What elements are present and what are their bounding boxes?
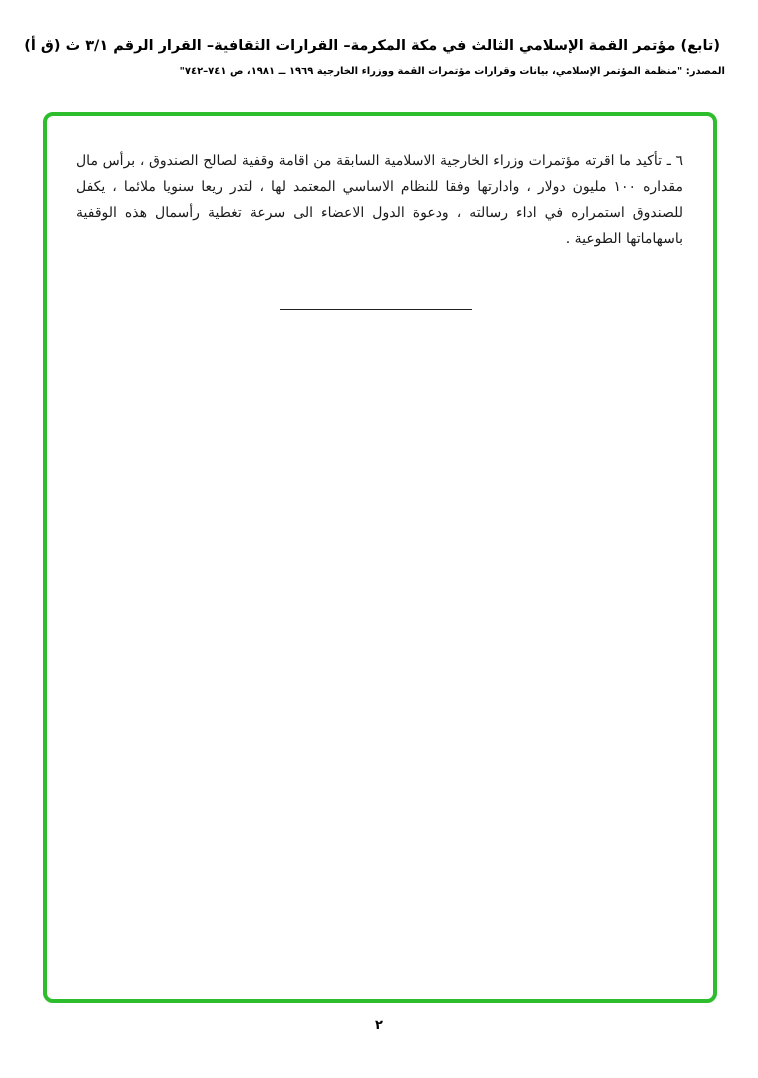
page-number: ٢ <box>375 1018 383 1033</box>
document-title: (تابع) مؤتمر القمة الإسلامي الثالث في مكة المكرمة– القرارات الثقافية– القرار الرقم ٣/١ ث (ق أ) <box>24 38 720 54</box>
source-citation: المصدر: "منظمة المؤتمر الإسلامي، بيانات وقرارات مؤتمرات القمة ووزراء الخارجية ١٩٦٩ ــ ١٩٨١، ص ٧٤١–٧٤٢" <box>179 66 725 77</box>
resolution-paragraph: ٦ ـ تأكيد ما اقرته مؤتمرات وزراء الخارجية الاسلامية السابقة من اقامة وقفية لصالح الصندوق ، برأس مال مقداره ١٠٠ مليون دولار ، وادارتها وفقا للنظام الاساسي المعتمد لها ، لتدر ريعا سنويا ملائما ، يكفل للصندوق استمراره في اداء رسالته ، ودعوة الدول الاعضاء الى سرعة تغطية رأسمال هذه الوقفية باسهاماتها الطوعية . <box>76 153 683 247</box>
separator-rule <box>280 309 472 310</box>
